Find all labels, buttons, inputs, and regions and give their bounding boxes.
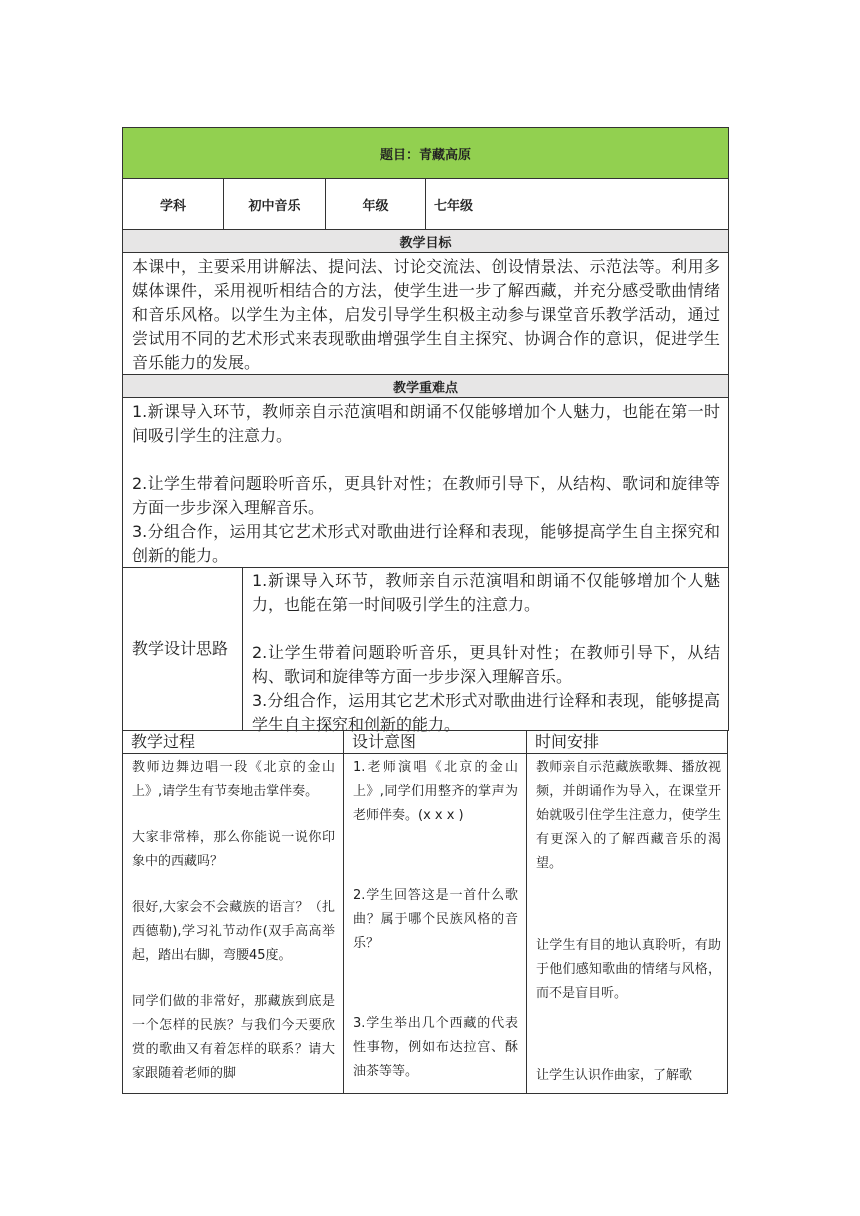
- subject-label: 学科: [159, 198, 186, 214]
- key-point-2: 2.让学生带着问题聆听音乐，更具针对性；在教师引导下，从结构、歌词和旋律等方面一步步深入理解音乐。: [132, 474, 720, 517]
- process-header: 教学过程: [131, 732, 196, 751]
- key-points-body: [122, 397, 729, 568]
- process-step-2: 大家非常棒，那么你能说一说你印象中的西藏吗？: [132, 830, 335, 869]
- key-point-3: 3.分组合作，运用其它艺术形式对歌曲进行诠释和表现，能够提高学生自主探究和创新的能力。: [132, 522, 720, 565]
- intent-item-3: 3.学生举出几个西藏的代表性事物，例如布达拉宫、酥油茶等等。: [353, 1016, 518, 1079]
- goals-header: [122, 229, 729, 253]
- key-points-spacer: [132, 448, 720, 472]
- intent-item-1: 1.老师演唱《北京的金山上》,同学们用整齐的掌声为老师伴奏。(x x x ): [353, 760, 518, 823]
- subject-value-cell: [223, 178, 326, 230]
- process-step-4: 同学们做的非常好，那藏族到底是一个怎样的民族？与我们今天要欣赏的歌曲又有着怎样的联系？请大家跟随着老师的脚: [132, 994, 335, 1081]
- key-point-1: 1.新课导入环节，教师亲自示范演唱和朗诵不仅能够增加个人魅力，也能在第一时间吸引学生的注意力。: [132, 402, 720, 445]
- schedule-item-2: 让学生有目的地认真聆听，有助于他们感知歌曲的情绪与风格，而不是盲目听。: [536, 938, 721, 1001]
- schedule-gap: [536, 1006, 721, 1064]
- intent-item-2: 2.学生回答这是一首什么歌曲？属于哪个民族风格的音乐？: [353, 888, 518, 951]
- schedule-gap: [536, 876, 721, 934]
- design-body: [242, 567, 729, 734]
- design-item-1: 1.新课导入环节，教师亲自示范演唱和朗诵不仅能够增加个人魅力，也能在第一时间吸引学生的注意力。: [252, 571, 720, 614]
- intent-header-cell: [343, 730, 527, 754]
- grade-label: 年级: [362, 198, 389, 214]
- subject-label-cell: [122, 178, 224, 230]
- key-points-header-label: 教学重难点: [392, 380, 458, 396]
- grade-label-cell: [325, 178, 426, 230]
- schedule-item-3: 让学生认识作曲家，了解歌: [536, 1068, 693, 1083]
- design-item-2: 2.让学生带着问题聆听音乐，更具针对性；在教师引导下，从结构、歌词和旋律等方面一步步深入理解音乐。: [252, 643, 720, 686]
- process-col-intent: [343, 753, 527, 1094]
- subject-value: 初中音乐: [248, 198, 301, 214]
- process-gap: [132, 968, 335, 990]
- grade-value-cell: [425, 178, 729, 230]
- goals-header-label: 教学目标: [399, 235, 452, 251]
- schedule-item-1: 教师亲自示范藏族歌舞、播放视频，并朗诵作为导入，在课堂开始就吸引住学生注意力，使学生有更深入的了解西藏音乐的渴望。: [536, 760, 721, 871]
- title-bar: [122, 127, 729, 179]
- design-label-cell: [122, 567, 243, 731]
- schedule-header: 时间安排: [535, 732, 600, 751]
- process-gap: [132, 874, 335, 896]
- design-item-3: 3.分组合作，运用其它艺术形式对歌曲进行诠释和表现，能够提高学生自主探究和创新的能力。: [252, 691, 720, 734]
- process-step-1: 教师边舞边唱一段《北京的金山上》,请学生有节奏地击掌伴奏。: [132, 760, 335, 799]
- key-points-header: [122, 374, 729, 398]
- process-gap: [132, 804, 335, 826]
- goals-body: [122, 252, 729, 375]
- design-label: 教学设计思路: [132, 639, 229, 658]
- process-header-cell: [122, 730, 344, 754]
- intent-gap: [353, 828, 518, 884]
- goals-text: 本课中，主要采用讲解法、提问法、讨论交流法、创设情景法、示范法等。利用多媒体课件，采用视听相结合的方法，使学生进一步了解西藏，并充分感受歌曲情绪和音乐风格。以学生为主体，启发引导学生积极主动参与课堂音乐教学活动，通过尝试用不同的艺术形式来表现歌曲增强学生自主探究、协调合作的意识，促进学生音乐能力的发展。: [132, 257, 720, 372]
- intent-gap: [353, 956, 518, 1012]
- process-step-3: 很好,大家会不会藏族的语言？（扎西德勒),学习礼节动作(双手高高举起，踏出右脚，弯腰45度。: [132, 900, 335, 963]
- page-title: 题目：青藏高原: [379, 147, 471, 163]
- intent-header: 设计意图: [352, 732, 417, 751]
- grade-value: 七年级: [434, 198, 474, 214]
- design-spacer: [252, 617, 720, 641]
- process-col-steps: [122, 753, 344, 1094]
- schedule-header-cell: [526, 730, 728, 754]
- process-col-schedule: [526, 753, 728, 1094]
